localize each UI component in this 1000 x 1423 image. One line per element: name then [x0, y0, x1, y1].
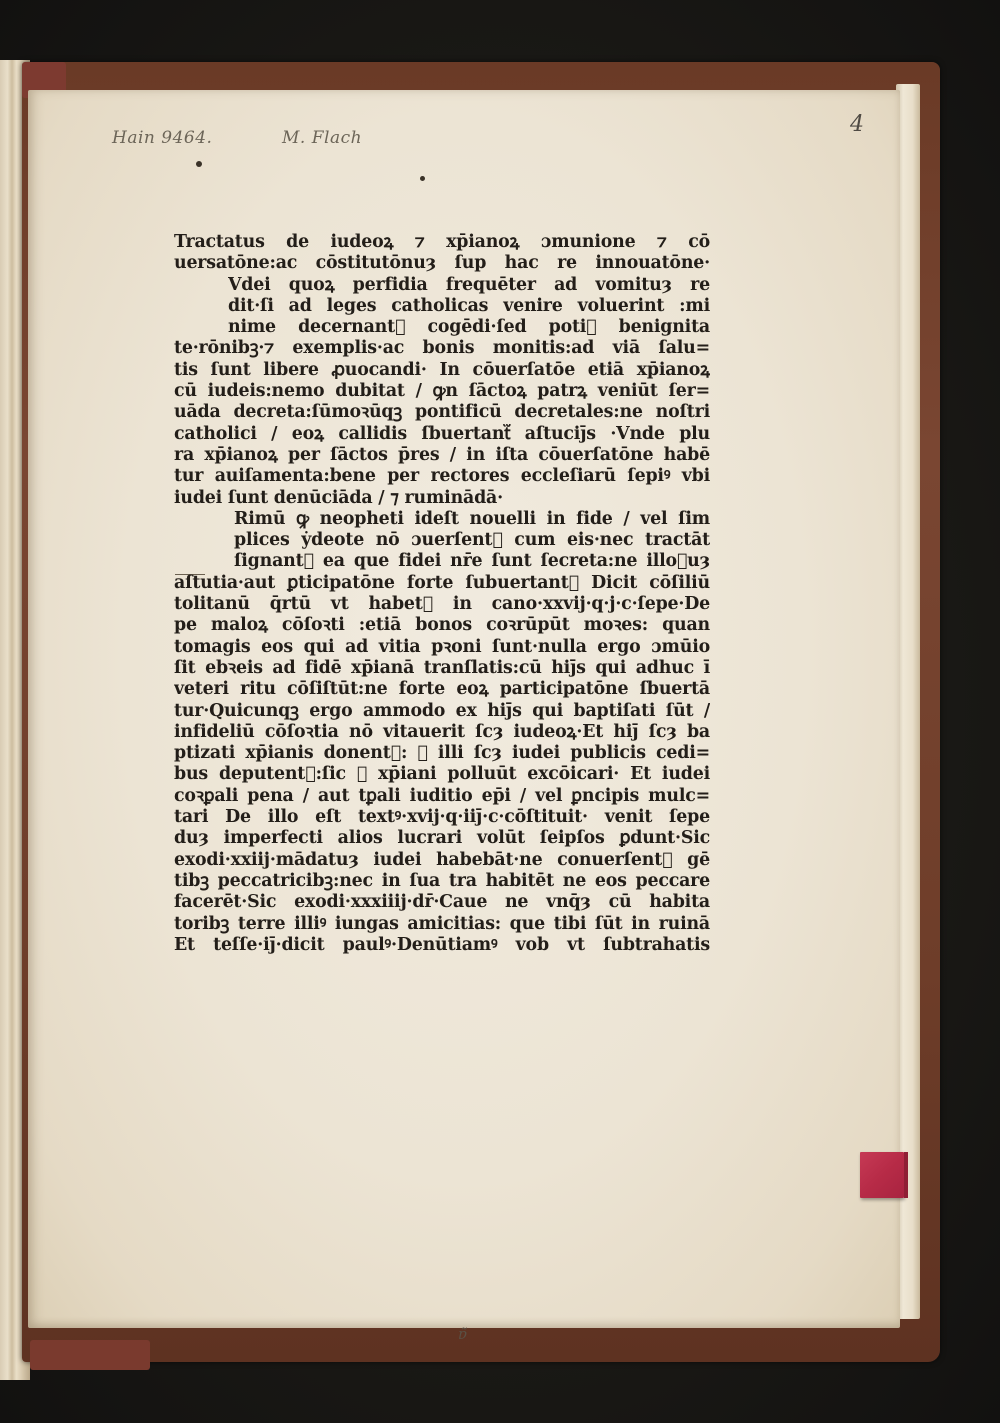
text-line: ra xp̄ianoꝝ per ſāctos p̄res / in iſta cōuerſatōne habē: [174, 444, 710, 465]
text-line: ſit ebꝛeis ad fidē xp̄ianā tranſlatis:cū hiȷ̄s qui adhuc ī: [174, 657, 710, 678]
margin-note-owner: M. Flach: [282, 128, 363, 148]
text-line: dit·ſi ad leges catholicas venire voluerint :mi: [228, 295, 710, 316]
text-line: pe maloꝝ cōſoꝛti :etiā bonos coꝛrūpūt moꝛes: quan: [174, 615, 710, 636]
text-line: coꝛꝑali pena / aut tꝑali iuditio ep̄i / vel ꝑncipis mulc=: [174, 785, 710, 806]
text-line: Et teſſe·iȷ̄·dicit paulꝰ·Denūtiamꝰ vob̄ vt ſubtrahatis: [174, 934, 710, 955]
text-line-title: Tractatus de iudeoꝝ ⁊ xp̄ianoꝝ ɔmunione ⁊ cō: [174, 232, 710, 252]
text-line: toribꝫ terre illiꝰ iungas amicitias: que tibi ſūt in ruinā: [174, 913, 710, 934]
text-line: uersatōne:ac cōstitutōnuȝ ſup hac re innouatōne·: [174, 253, 710, 274]
text-line: tibꝫ peccatricibꝫ:nec in ſua t̄ra habitēt ne eos peccare: [174, 870, 710, 891]
red-bookmark-tab[interactable]: [860, 1152, 904, 1198]
text-line: tomagis eos qui ad vitia pꝛoni ſunt·nulla ergo ɔmūio: [174, 636, 710, 657]
text-line: cū iudeis:nemo dubitat / ꝙn ſāctoꝝ patrꝝ veniūt ſer=: [174, 381, 710, 402]
text-line: tolitanū q̄rtū vt habet᷑ in cano·xxvij·q·j·c·ſepe·De: [174, 594, 710, 615]
text-line: catholici / eoꝝ callidis ſb̄uertant᷑ aſtuciȷ̄s ·Vnde plu: [174, 423, 710, 444]
text-line: infideliū cōſoꝛtia nō vitauerit ſcȝ iudeoꝝ·Et hiȷ̄ ſcȝ ba: [174, 721, 710, 742]
ink-spot: [196, 161, 202, 167]
text-line: duȝ imperfecti alios lucrari volūt ſeipſos ꝑdunt·Sic: [174, 828, 710, 849]
text-line: ptizati xp̄ianis donent᷑: ⁊ illi ſcȝ iudei publicis cedi=: [174, 743, 710, 764]
text-line: facerēt·Sic exodi·xxxiiij·dr̄·Caue ne vnq̄ȝ cū habita: [174, 892, 710, 913]
text-line: te·rōnibꝫ·⁊ exemplis·ac bonis monitis:ad viā ſalu=: [174, 338, 710, 359]
text-line: uāda decreta:ſūmoꝛūqꝫ pontificū decretales:ne noſtri: [174, 402, 710, 423]
main-text-block: [174, 232, 710, 956]
binding-corner-bottom-left: [30, 1340, 150, 1370]
folio-number: 4: [850, 112, 865, 137]
text-line: tur·Quicunqꝫ ergo ammodo ex hiȷ̄s qui baptiſati ſūt /: [174, 700, 710, 721]
text-line: nime decernant᷑ cogēdi·ſed potiꝰ benignita: [228, 317, 710, 338]
text-line: aſtutia·aut ꝑticipatōne forte ſubuertant᷑ Dicit cōſiliū: [174, 572, 710, 593]
ink-spot: [420, 176, 425, 181]
text-line: iudei ſunt denūciāda / ⁊ ruminādā·: [174, 487, 503, 508]
text-line: Vdei quoꝝ perfidia frequēter ad vomituȝ re: [228, 274, 710, 295]
text-line: tur auiſamenta:bene per rectores eccleſiarū ſepiꝰ vbi: [174, 466, 710, 487]
text-line: tis ſunt libere ꝓuocandi· In cōuerſatōe etiā xp̄ianoꝝ: [174, 359, 710, 380]
margin-note-reference: Hain 9464.: [112, 128, 213, 148]
foot-mark: ɐ̃: [458, 1325, 468, 1343]
text-line: tari De illo eſt textꝰ·xvij·q·iiȷ̄·c·cōſtituit· venit ſepe: [174, 807, 710, 828]
text-line: plices ẏdeote nō ɔuerſent᷑ cum eis·nec tractāt: [234, 530, 710, 551]
text-line: exodi·xxiij·mādatuȝ iudei habebāt·ne conuerſent᷑ gē: [174, 849, 710, 870]
text-line: bus deputent᷑:ſic ꝙ xp̄iani polluūt excōicari· Et iudei: [174, 764, 710, 785]
text-line: veteri ritu cōſiſtūt:ne forte eoꝝ participatōne ſb̄uertā: [174, 679, 710, 700]
text-line: Rimū ꝙ neopheti ideſt nouelli in fide / vel ſim: [234, 508, 710, 529]
text-line: ſignant᷑ ea que fidei nr̄e ſunt ſecreta:ne illoꝛuȝ: [234, 551, 710, 572]
